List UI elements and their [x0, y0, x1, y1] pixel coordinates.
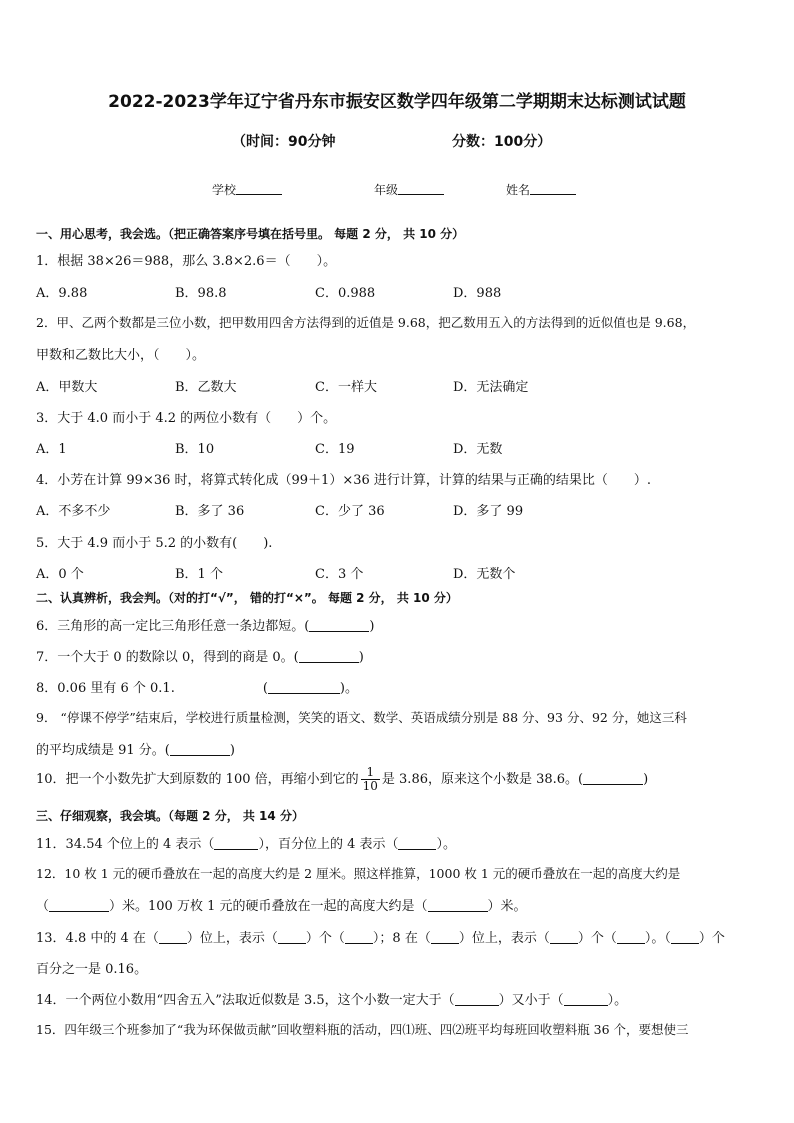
- q9-answer-blank[interactable]: [170, 743, 230, 756]
- q3-option-a[interactable]: A．1: [36, 442, 67, 457]
- question-6: [36, 615, 374, 634]
- q14-text-c: ）。: [607, 993, 628, 1008]
- q1-option-d[interactable]: D．988: [453, 286, 502, 301]
- q8-answer-blank[interactable]: [268, 681, 340, 694]
- q2-option-d[interactable]: D．无法确定: [453, 380, 529, 395]
- q10-numerator: 1: [361, 766, 380, 780]
- name-field: [506, 181, 576, 198]
- question-10: [36, 766, 648, 793]
- question-8: [36, 677, 358, 696]
- q11-blank-2[interactable]: [398, 837, 436, 850]
- question-2-line1: 2．甲、乙两个数都是三位小数，把甲数用四舍方法得到的近值是 9.68，把乙数用五入的方法得到的近似值也是 9.68，: [36, 315, 696, 330]
- q8-close: )。: [339, 681, 358, 696]
- q12-blank-1[interactable]: [49, 899, 109, 912]
- q4-option-c[interactable]: C．少了 36: [315, 504, 385, 519]
- question-11: [36, 833, 456, 852]
- q13-blank-2[interactable]: [278, 931, 306, 944]
- question-12-line1: 12．10 枚 1 元的硬币叠放在一起的高度大约是 2 厘米。照这样推算，1000 枚 1 元的硬币叠放在一起的高度大约是: [36, 866, 681, 881]
- q13-text-g: ）。（: [644, 931, 671, 946]
- question-7: [36, 646, 364, 665]
- page-title: 2022-2023学年辽宁省丹东市振安区数学四年级第二学期期末达标测试试题: [108, 92, 686, 112]
- q4-option-a[interactable]: A．不多不少: [36, 504, 111, 519]
- grade-label: 年级: [374, 183, 399, 197]
- q6-close: ): [369, 619, 375, 634]
- q9-text: 的平均成绩是 91 分。(: [36, 743, 170, 758]
- q13-blank-4[interactable]: [431, 931, 459, 944]
- question-9-line1: 9． “停课不停学”结束后，学校进行质量检测，笑笑的语文、数学、英语成绩分别是 88 分、93 分、92 分，她这三科: [36, 710, 687, 725]
- school-blank[interactable]: [236, 183, 282, 195]
- question-1: 1．根据 38×26＝988，那么 3.8×2.6＝（ ）。: [36, 254, 337, 269]
- q10-close: ): [643, 772, 649, 787]
- q13-text-a: 13．4.8 中的 4 在（: [36, 931, 159, 946]
- q13-text-e: ）位上，表示（: [458, 931, 550, 946]
- q8-text: 8．0.06 里有 6 个 0.1.: [36, 681, 175, 696]
- q10-fraction: [361, 766, 380, 793]
- q14-blank-2[interactable]: [564, 993, 608, 1006]
- section2-heading: 二、认真辨析，我会判。（对的打“√”， 错的打“×”。 每题 2 分， 共 10 分）: [36, 591, 458, 605]
- score-label: 分数：100分）: [452, 134, 552, 150]
- q9-close: ): [229, 743, 235, 758]
- q3-option-b[interactable]: B．10: [175, 442, 215, 457]
- school-field: [212, 181, 282, 198]
- q13-blank-3[interactable]: [345, 931, 373, 944]
- q1-option-c[interactable]: C．0.988: [315, 286, 376, 301]
- question-15-line1: 15．四年级三个班参加了“我为环保做贡献”回收塑料瓶的活动，四⑴班、四⑵班平均每班回收塑料瓶 36 个，要想使三: [36, 1022, 689, 1037]
- q11-blank-1[interactable]: [214, 837, 258, 850]
- q14-text-b: ）又小于（: [498, 993, 564, 1008]
- q5-option-c[interactable]: C．3 个: [315, 567, 364, 582]
- question-13-line1: [36, 927, 725, 946]
- q7-answer-blank[interactable]: [299, 650, 359, 663]
- section1-heading: 一、用心思考，我会选。（把正确答案序号填在括号里。 每题 2 分， 共 10 分）: [36, 227, 465, 241]
- q13-blank-7[interactable]: [671, 931, 699, 944]
- q5-option-b[interactable]: B．1 个: [175, 567, 223, 582]
- q2-option-a[interactable]: A．甲数大: [36, 380, 98, 395]
- q4-option-d[interactable]: D．多了 99: [453, 504, 524, 519]
- q3-option-d[interactable]: D．无数: [453, 442, 503, 457]
- q14-text-a: 14．一个两位小数用“四舍五入”法取近似数是 3.5，这个小数一定大于（: [36, 993, 455, 1008]
- q12-blank-2[interactable]: [428, 899, 488, 912]
- q2-option-c[interactable]: C．一样大: [315, 380, 377, 395]
- grade-blank[interactable]: [398, 183, 444, 195]
- q1-option-a[interactable]: A．9.88: [36, 286, 88, 301]
- question-13-line2: 百分之一是 0.16。: [36, 962, 148, 977]
- q10-denominator: 10: [362, 779, 378, 793]
- name-blank[interactable]: [530, 183, 576, 195]
- q4-option-b[interactable]: B．多了 36: [175, 504, 245, 519]
- question-3: 3．大于 4.0 而小于 4.2 的两位小数有（ ）个。: [36, 411, 337, 426]
- q1-option-b[interactable]: B．98.8: [175, 286, 227, 301]
- q14-blank-1[interactable]: [455, 993, 499, 1006]
- q13-text-c: ）个（: [305, 931, 345, 946]
- q10-text-pre: 10．把一个小数先扩大到原数的 100 倍，再缩小到它的: [36, 772, 359, 787]
- q13-text-f: ）个（: [577, 931, 617, 946]
- q8-open: (: [262, 681, 268, 696]
- q12-text-c: ）米。: [487, 899, 527, 914]
- grade-field: [374, 181, 444, 198]
- question-9-line2: [36, 739, 235, 758]
- q3-option-c[interactable]: C．19: [315, 442, 355, 457]
- name-label: 姓名: [506, 183, 531, 197]
- q7-close: ): [358, 650, 364, 665]
- q13-text-b: ）位上，表示（: [186, 931, 278, 946]
- q12-text-b: ）米。100 万枚 1 元的硬币叠放在一起的高度大约是（: [109, 899, 428, 914]
- q11-text-a: 11．34.54 个位上的 4 表示（: [36, 837, 215, 852]
- q6-answer-blank[interactable]: [309, 619, 369, 632]
- q7-text: 7．一个大于 0 的数除以 0，得到的商是 0。(: [36, 650, 299, 665]
- question-14: [36, 989, 627, 1008]
- q13-blank-1[interactable]: [159, 931, 187, 944]
- question-5: 5．大于 4.9 而小于 5.2 的小数有( ).: [36, 536, 273, 551]
- section3-heading: 三、仔细观察，我会填。（每题 2 分， 共 14 分）: [36, 809, 304, 823]
- q10-text-post: 是 3.86，原来这个小数是 38.6。(: [381, 772, 584, 787]
- school-label: 学校: [212, 183, 237, 197]
- q5-option-a[interactable]: A．0 个: [36, 567, 84, 582]
- q11-text-b: ），百分位上的 4 表示（: [258, 837, 399, 852]
- q12-text-a: （: [36, 899, 50, 914]
- q6-text: 6．三角形的高一定比三角形任意一条边都短。(: [36, 619, 310, 634]
- q5-option-d[interactable]: D．无数个: [453, 567, 516, 582]
- q10-answer-blank[interactable]: [583, 772, 643, 785]
- question-12-line2: [36, 895, 527, 914]
- question-4: 4．小芳在计算 99×36 时，将算式转化成（99＋1）×36 进行计算，计算的结果与正确的结果比（ ）.: [36, 473, 652, 488]
- question-2-line2: 甲数和乙数比大小，（ ）。: [36, 348, 206, 363]
- q13-text-h: ）个: [698, 931, 725, 946]
- q2-option-b[interactable]: B．乙数大: [175, 380, 237, 395]
- q13-blank-6[interactable]: [617, 931, 645, 944]
- time-label: （时间：90分钟: [232, 134, 336, 150]
- q13-text-d: ）；8 在（: [372, 931, 431, 946]
- q13-blank-5[interactable]: [550, 931, 578, 944]
- q11-text-c: ）。: [436, 837, 456, 852]
